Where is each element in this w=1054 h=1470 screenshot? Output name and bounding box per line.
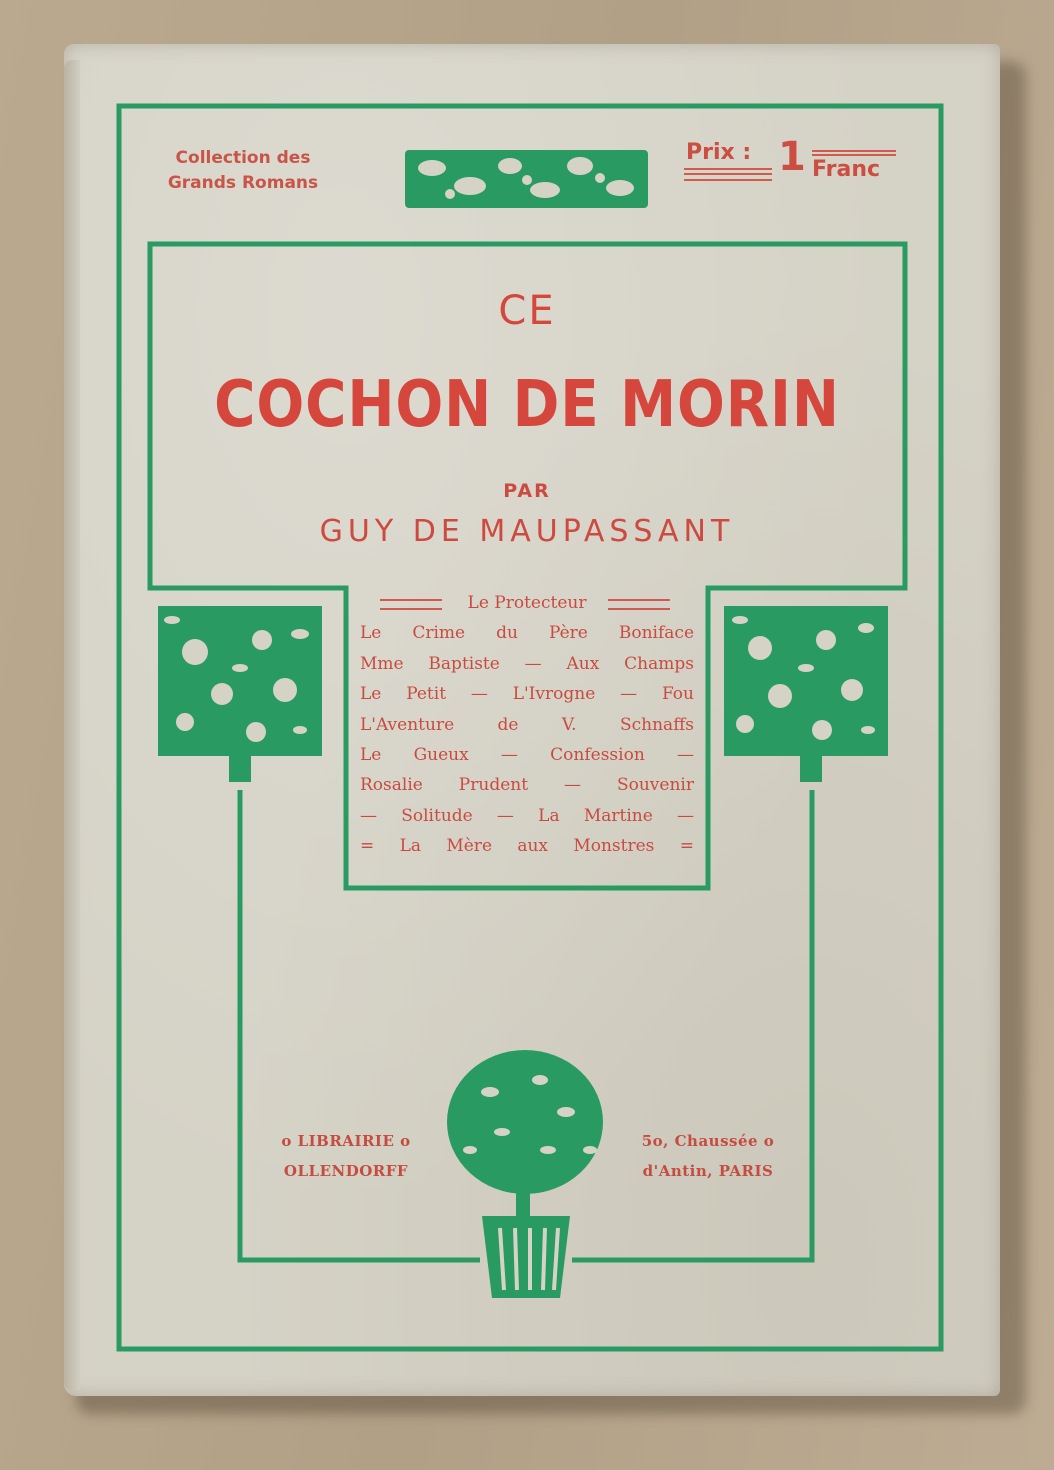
contents-item: Rosalie Prudent — Souvenir <box>360 775 694 796</box>
by-label: PAR <box>503 480 551 502</box>
collection-line-2: Grands Romans <box>167 173 319 193</box>
contents-item: Mme Baptiste — Aux Champs <box>360 653 694 674</box>
publisher-left <box>266 1126 426 1186</box>
collection-label <box>148 146 338 196</box>
contents-item: Le Protecteur <box>467 593 587 613</box>
contents-list <box>360 588 694 862</box>
price-value: 1 <box>778 134 806 180</box>
publisher-left-line-2: OLLENDORFF <box>283 1162 409 1180</box>
contents-item: Le Petit — L'Ivrogne — Fou <box>360 684 694 705</box>
publisher-right-line-2: d'Antin, PARIS <box>642 1162 774 1180</box>
publisher-right <box>628 1126 788 1186</box>
right-tree-panel <box>724 606 888 782</box>
top-leaf-ornament <box>405 150 648 208</box>
collection-line-1: Collection des <box>175 148 311 168</box>
price-label: Prix : <box>686 140 752 165</box>
left-tree-panel <box>158 606 322 782</box>
book-title: COCHON DE MORIN <box>214 368 840 442</box>
contents-item: L'Aventure de V. Schnaffs <box>360 714 694 735</box>
contents-item: Le Crime du Père Boniface <box>360 623 694 644</box>
contents-item: Le Gueux — Confession — <box>360 745 694 766</box>
publisher-right-line-1: 5o, Chaussée o <box>641 1132 775 1150</box>
author-name: GUY DE MAUPASSANT <box>319 514 735 549</box>
publisher-left-line-1: o LIBRAIRIE o <box>281 1132 411 1150</box>
contents-item: = La Mère aux Monstres = <box>360 836 694 857</box>
title-prefix: CE <box>498 288 556 334</box>
price-unit: Franc <box>812 157 881 182</box>
contents-item: — Solitude — La Martine — <box>360 805 694 826</box>
